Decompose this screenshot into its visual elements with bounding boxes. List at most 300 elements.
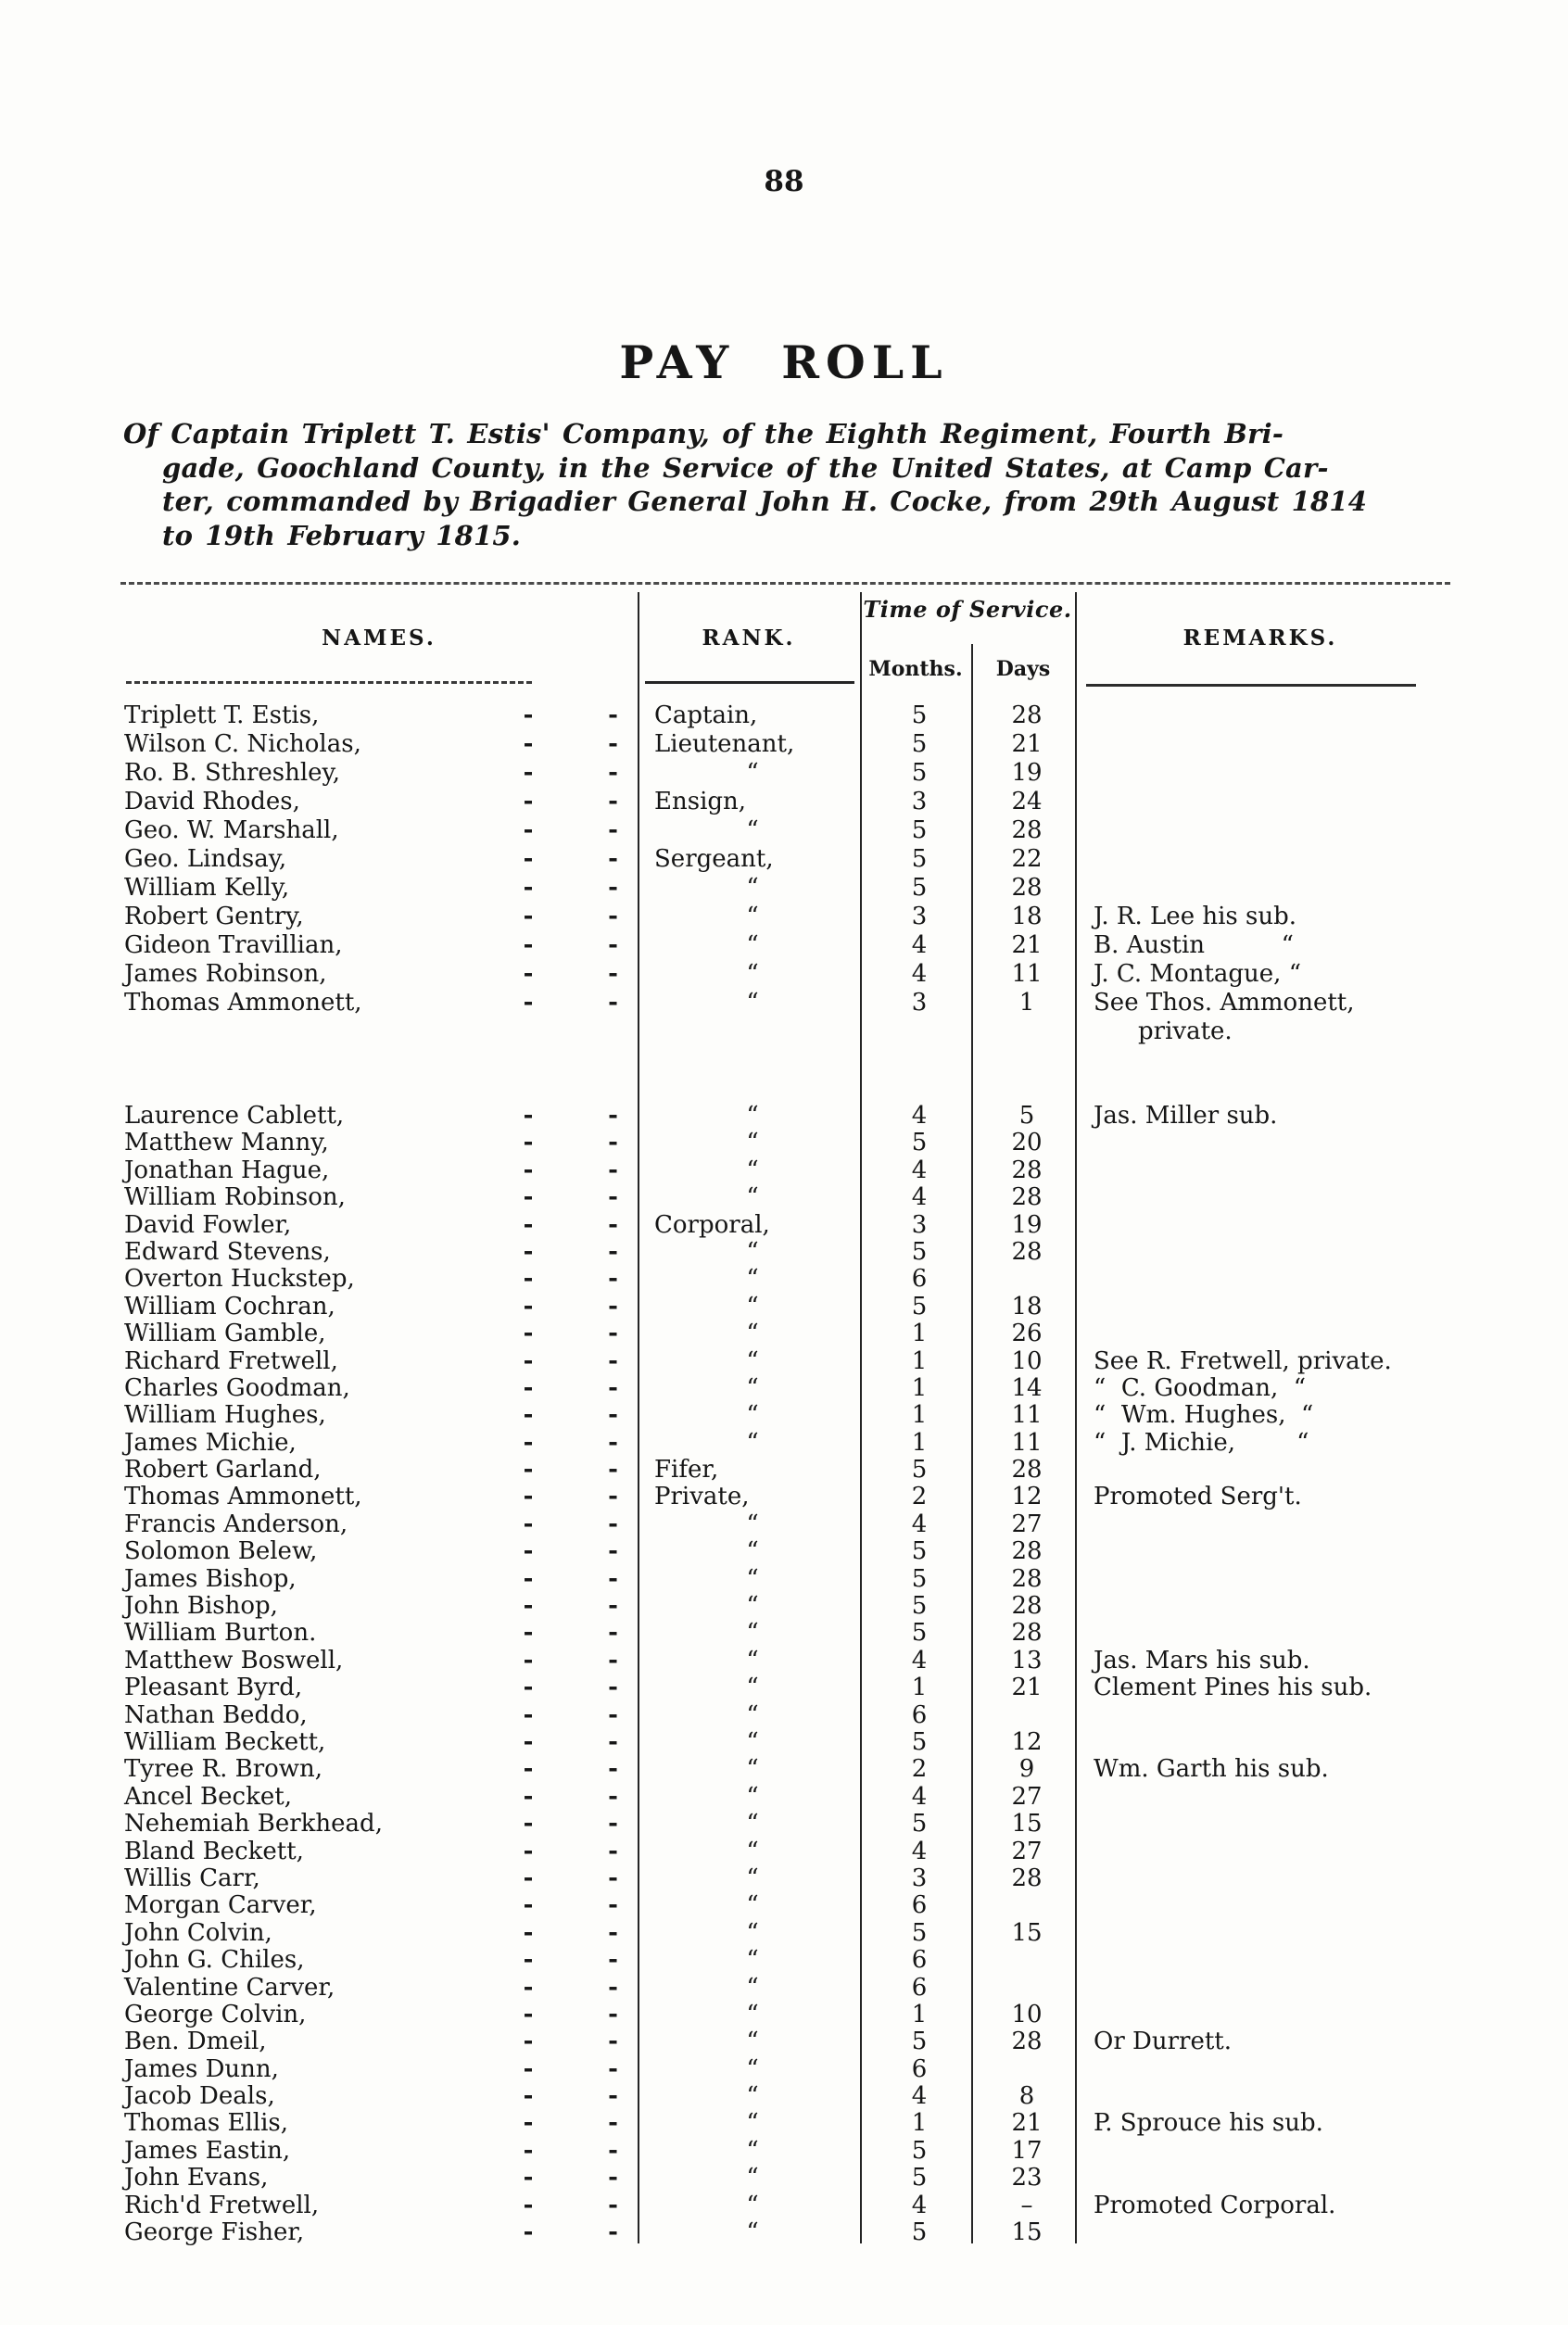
- months-cell: 5: [911, 845, 928, 873]
- months-cell: 5: [911, 1537, 928, 1566]
- months-cell: 3: [911, 788, 928, 815]
- dash-cell: -: [523, 2164, 534, 2192]
- remarks-cell: Jas. Miller sub.: [1094, 1103, 1278, 1130]
- months-cell: 4: [911, 2191, 928, 2219]
- dash-cell: -: [523, 1755, 534, 1784]
- remarks-cell: private.: [1138, 1018, 1233, 1045]
- rank-cell: “: [746, 1619, 759, 1648]
- dash-cell: -: [608, 1782, 618, 1811]
- rank-cell: Private,: [654, 1483, 750, 1511]
- name-cell: Nehemiah Berkhead,: [124, 1810, 383, 1839]
- dash-cell: -: [523, 1483, 534, 1511]
- months-cell: 1: [911, 1428, 928, 1457]
- dash-cell: -: [608, 1510, 618, 1538]
- table-row: [120, 1648, 1450, 1674]
- dash-cell: -: [523, 2218, 534, 2247]
- remarks-cell: Promoted Corporal.: [1094, 2192, 1336, 2219]
- name-cell: Pleasant Byrd,: [124, 1674, 303, 1702]
- days-cell: 10: [1011, 2000, 1043, 2028]
- dash-cell: -: [523, 1102, 534, 1130]
- dash-cell: -: [608, 1891, 618, 1920]
- months-cell: 1: [911, 2000, 928, 2028]
- rank-cell: “: [746, 1782, 759, 1811]
- dash-cell: -: [523, 1510, 534, 1538]
- days-cell: 26: [1011, 1320, 1043, 1348]
- rank-cell: “: [746, 1837, 759, 1865]
- dash-cell: -: [523, 931, 534, 959]
- days-cell: 11: [1011, 1401, 1043, 1430]
- table-row: [120, 1947, 1450, 1974]
- table-row: [120, 932, 1450, 961]
- table-row: [120, 1294, 1450, 1320]
- name-cell: William Robinson,: [124, 1183, 346, 1212]
- table-row: [120, 1593, 1450, 1620]
- days-cell: 13: [1011, 1646, 1043, 1674]
- col-header-remarks: REMARKS.: [1182, 625, 1338, 651]
- days-cell: 21: [1011, 1674, 1043, 1702]
- table-row: [120, 1239, 1450, 1266]
- days-cell: 12: [1011, 1483, 1043, 1511]
- months-cell: 2: [911, 1483, 928, 1511]
- days-cell: 28: [1011, 1156, 1043, 1184]
- days-cell: 9: [1018, 1755, 1035, 1784]
- rank-cell: “: [746, 1183, 759, 1212]
- dash-cell: -: [608, 1456, 618, 1485]
- intro-line: gade, Goochland County, in the Service of the United States, at Camp Car-: [162, 451, 1329, 484]
- dash-cell: -: [523, 701, 534, 729]
- name-cell: Laurence Cablett,: [124, 1102, 345, 1130]
- days-cell: 28: [1011, 1456, 1043, 1485]
- dash-cell: -: [608, 1973, 618, 2002]
- header-rule-names: [126, 681, 532, 684]
- months-cell: 5: [911, 1592, 928, 1621]
- dash-cell: -: [608, 1674, 618, 1702]
- rank-cell: “: [746, 1810, 759, 1839]
- name-cell: James Dunn,: [124, 2054, 279, 2083]
- days-cell: –: [1020, 2191, 1033, 2219]
- name-cell: David Fowler,: [124, 1210, 292, 1239]
- table-row: [120, 2002, 1450, 2028]
- remarks-cell: See Thos. Ammonett,: [1094, 990, 1355, 1017]
- months-cell: 6: [911, 1265, 928, 1294]
- dash-cell: -: [523, 1782, 534, 1811]
- remarks-cell: See R. Fretwell, private.: [1094, 1347, 1392, 1375]
- rank-cell: “: [746, 1592, 759, 1621]
- months-cell: 1: [911, 1373, 928, 1402]
- name-cell: James Michie,: [124, 1428, 297, 1457]
- months-cell: 4: [911, 960, 928, 988]
- days-cell: 23: [1011, 2164, 1043, 2192]
- table-row: [120, 817, 1450, 846]
- col-header-rank: RANK.: [702, 625, 796, 651]
- months-cell: 5: [911, 701, 928, 729]
- months-cell: 5: [911, 1727, 928, 1756]
- months-cell: 5: [911, 759, 928, 787]
- days-cell: 28: [1011, 1537, 1043, 1566]
- dash-cell: -: [608, 2028, 618, 2056]
- dash-cell: -: [608, 1592, 618, 1621]
- rank-cell: “: [746, 1564, 759, 1593]
- months-cell: 4: [911, 1782, 928, 1811]
- dash-cell: -: [608, 2000, 618, 2028]
- days-cell: 20: [1011, 1129, 1043, 1157]
- dash-cell: -: [608, 1619, 618, 1648]
- dash-cell: -: [608, 2218, 618, 2247]
- days-cell: 27: [1011, 1510, 1043, 1538]
- months-cell: 5: [911, 874, 928, 902]
- table-row: [120, 903, 1450, 932]
- dash-cell: -: [523, 1592, 534, 1621]
- days-cell: 1: [1018, 989, 1035, 1017]
- days-cell: 14: [1011, 1373, 1043, 1402]
- table-row: [120, 1756, 1450, 1783]
- name-cell: James Bishop,: [124, 1564, 297, 1593]
- name-cell: Richard Fretwell,: [124, 1346, 338, 1375]
- days-cell: 18: [1011, 903, 1043, 930]
- name-cell: John Colvin,: [124, 1918, 272, 1947]
- dash-cell: -: [523, 1537, 534, 1566]
- months-cell: 4: [911, 1837, 928, 1865]
- dash-cell: -: [608, 1320, 618, 1348]
- months-cell: 6: [911, 1973, 928, 2002]
- months-cell: 4: [911, 1510, 928, 1538]
- days-cell: 28: [1011, 1183, 1043, 1212]
- page-number: 88: [764, 165, 804, 198]
- dash-cell: -: [608, 1483, 618, 1511]
- table-row: [120, 1865, 1450, 1892]
- dash-cell: -: [523, 1700, 534, 1729]
- table-row: [120, 1892, 1450, 1919]
- rank-cell: Captain,: [654, 701, 758, 729]
- months-cell: 1: [911, 1674, 928, 1702]
- table-row: [120, 875, 1450, 903]
- dash-cell: -: [523, 1646, 534, 1674]
- months-cell: 2: [911, 1755, 928, 1784]
- rank-cell: “: [746, 2000, 759, 2028]
- dash-cell: -: [523, 1918, 534, 1947]
- dash-cell: -: [608, 1537, 618, 1566]
- rank-cell: “: [746, 1320, 759, 1348]
- dash-cell: -: [523, 1973, 534, 2002]
- table-row: [120, 1674, 1450, 1701]
- dash-cell: -: [523, 1129, 534, 1157]
- days-cell: 28: [1011, 816, 1043, 844]
- rank-cell: “: [746, 1292, 759, 1320]
- dash-cell: -: [523, 874, 534, 902]
- col-header-days: Days: [995, 657, 1051, 681]
- col-header-time-of-service: Time of Service.: [863, 596, 1072, 623]
- table-row: [120, 1784, 1450, 1811]
- dash-cell: -: [608, 1646, 618, 1674]
- months-cell: 5: [911, 2136, 928, 2165]
- dash-cell: -: [523, 1237, 534, 1266]
- months-cell: 1: [911, 1401, 928, 1430]
- dash-cell: -: [523, 1210, 534, 1239]
- dash-cell: -: [523, 730, 534, 758]
- intro-line: Of Captain Triplett T. Estis' Company, of the Eighth Regiment, Fourth Bri-: [123, 418, 1284, 449]
- rank-cell: “: [746, 2109, 759, 2138]
- table-row: [120, 1402, 1450, 1429]
- dash-cell: -: [523, 2082, 534, 2111]
- name-cell: William Hughes,: [124, 1401, 326, 1430]
- name-cell: Ben. Dmeil,: [124, 2028, 267, 2056]
- name-cell: John Evans,: [124, 2164, 269, 2192]
- days-cell: 27: [1011, 1782, 1043, 1811]
- rank-cell: “: [746, 1891, 759, 1920]
- name-cell: Thomas Ammonett,: [124, 989, 362, 1017]
- dash-cell: -: [608, 845, 618, 873]
- name-cell: James Robinson,: [124, 960, 327, 988]
- months-cell: 3: [911, 989, 928, 1017]
- months-cell: 5: [911, 1456, 928, 1485]
- months-cell: 5: [911, 1129, 928, 1157]
- table-row: [120, 1729, 1450, 1756]
- remarks-cell: J. C. Montague, “: [1094, 961, 1301, 988]
- remarks-cell: Clement Pines his sub.: [1094, 1674, 1372, 1702]
- table-row: [120, 2110, 1450, 2137]
- table-body: [120, 702, 1450, 2246]
- rank-cell: “: [746, 1401, 759, 1430]
- name-cell: William Kelly,: [124, 874, 290, 902]
- days-cell: 28: [1011, 1619, 1043, 1648]
- dash-cell: -: [608, 1156, 618, 1184]
- dash-cell: -: [523, 1346, 534, 1375]
- dash-cell: -: [523, 1373, 534, 1402]
- days-cell: 18: [1011, 1292, 1043, 1320]
- days-cell: 12: [1011, 1727, 1043, 1756]
- dash-cell: -: [608, 1102, 618, 1130]
- rank-cell: “: [746, 1156, 759, 1184]
- table-row: [120, 1702, 1450, 1729]
- table-row: [120, 846, 1450, 875]
- name-cell: Wilson C. Nicholas,: [124, 730, 361, 758]
- pay-roll-table: [120, 582, 1450, 2249]
- name-cell: John Bishop,: [124, 1592, 278, 1621]
- table-row: [120, 2056, 1450, 2083]
- rank-cell: “: [746, 1727, 759, 1756]
- rank-cell: “: [746, 1428, 759, 1457]
- dash-cell: -: [608, 2136, 618, 2165]
- name-cell: Tyree R. Brown,: [124, 1755, 323, 1784]
- name-cell: Geo. Lindsay,: [124, 845, 287, 873]
- dash-cell: -: [523, 1265, 534, 1294]
- page-title: PAY ROLL: [619, 335, 949, 389]
- dash-cell: -: [608, 1810, 618, 1839]
- rank-cell: “: [746, 1946, 759, 1975]
- dash-cell: -: [608, 1183, 618, 1212]
- dash-cell: -: [608, 2191, 618, 2219]
- table-row: [120, 1348, 1450, 1375]
- dash-cell: -: [523, 1183, 534, 1212]
- days-cell: 28: [1011, 1592, 1043, 1621]
- months-cell: 4: [911, 1102, 928, 1130]
- dash-cell: -: [523, 1727, 534, 1756]
- name-cell: Ancel Becket,: [124, 1782, 292, 1811]
- table-row: [120, 1566, 1450, 1593]
- rank-cell: “: [746, 989, 759, 1017]
- months-cell: 5: [911, 816, 928, 844]
- days-cell: 15: [1011, 1918, 1043, 1947]
- dash-cell: -: [523, 989, 534, 1017]
- days-cell: 27: [1011, 1837, 1043, 1865]
- days-cell: 22: [1011, 845, 1043, 873]
- remarks-cell: Jas. Mars his sub.: [1094, 1647, 1310, 1674]
- days-cell: 28: [1011, 1564, 1043, 1593]
- rank-cell: “: [746, 1265, 759, 1294]
- dash-cell: -: [523, 2000, 534, 2028]
- months-cell: 5: [911, 730, 928, 758]
- table-row: [120, 1184, 1450, 1211]
- dash-cell: -: [608, 1918, 618, 1947]
- dash-cell: -: [608, 1129, 618, 1157]
- days-cell: 8: [1018, 2082, 1035, 2111]
- table-row: [120, 789, 1450, 817]
- name-cell: Robert Garland,: [124, 1456, 322, 1485]
- dash-cell: -: [523, 1810, 534, 1839]
- dash-cell: -: [523, 903, 534, 930]
- dash-cell: -: [608, 1946, 618, 1975]
- rank-cell: “: [746, 1918, 759, 1947]
- column-divider: [860, 592, 862, 2243]
- days-cell: 11: [1011, 960, 1043, 988]
- rank-cell: “: [746, 2082, 759, 2111]
- column-divider: [638, 592, 639, 2243]
- days-cell: 10: [1011, 1346, 1043, 1375]
- remarks-cell: Or Durrett.: [1094, 2028, 1233, 2056]
- dash-cell: -: [608, 2054, 618, 2083]
- rank-cell: “: [746, 1864, 759, 1892]
- months-cell: 6: [911, 1700, 928, 1729]
- column-divider: [971, 644, 973, 2243]
- days-cell: 24: [1011, 788, 1043, 815]
- months-cell: 4: [911, 1156, 928, 1184]
- dash-cell: -: [523, 2054, 534, 2083]
- remarks-cell: B. Austin “: [1094, 932, 1294, 959]
- table-row: [120, 1484, 1450, 1510]
- days-cell: 28: [1011, 874, 1043, 902]
- months-cell: 4: [911, 2082, 928, 2111]
- rank-cell: “: [746, 1129, 759, 1157]
- name-cell: Ro. B. Sthreshley,: [124, 759, 341, 787]
- col-header-names: NAMES.: [322, 625, 436, 651]
- table-row: [120, 1811, 1450, 1838]
- days-cell: 21: [1011, 2109, 1043, 2138]
- months-cell: 5: [911, 1810, 928, 1839]
- dash-cell: -: [523, 1456, 534, 1485]
- dash-cell: -: [608, 816, 618, 844]
- rank-cell: “: [746, 960, 759, 988]
- name-cell: Nathan Beddo,: [124, 1700, 308, 1729]
- name-cell: William Beckett,: [124, 1727, 326, 1756]
- months-cell: 5: [911, 2218, 928, 2247]
- table-row: [120, 1130, 1450, 1156]
- name-cell: Thomas Ammonett,: [124, 1483, 362, 1511]
- table-row: [120, 1103, 1450, 1130]
- months-cell: 6: [911, 1946, 928, 1975]
- rank-cell: “: [746, 903, 759, 930]
- remarks-cell: “ Wm. Hughes, “: [1094, 1402, 1314, 1430]
- dash-cell: -: [523, 845, 534, 873]
- dash-cell: -: [608, 874, 618, 902]
- dash-cell: -: [523, 2028, 534, 2056]
- dash-cell: -: [608, 1428, 618, 1457]
- table-row: [120, 1920, 1450, 1947]
- months-cell: 4: [911, 1646, 928, 1674]
- months-cell: 5: [911, 1918, 928, 1947]
- days-cell: 28: [1011, 1864, 1043, 1892]
- rank-cell: “: [746, 759, 759, 787]
- table-row: [120, 1457, 1450, 1484]
- months-cell: 5: [911, 1292, 928, 1320]
- intro-paragraph: [123, 417, 1495, 552]
- rank-cell: “: [746, 874, 759, 902]
- table-row: [120, 1975, 1450, 2002]
- days-cell: 15: [1011, 2218, 1043, 2247]
- table-row: [120, 2028, 1450, 2055]
- name-cell: Triplett T. Estis,: [124, 701, 320, 729]
- rank-cell: “: [746, 2136, 759, 2165]
- days-cell: 28: [1011, 701, 1043, 729]
- table-row-continuation: [120, 1018, 1450, 1047]
- dash-cell: -: [523, 1401, 534, 1430]
- name-cell: Edward Stevens,: [124, 1237, 331, 1266]
- dash-cell: -: [523, 1864, 534, 1892]
- dash-cell: -: [523, 2109, 534, 2138]
- column-divider: [1075, 592, 1077, 2243]
- rank-cell: Ensign,: [654, 788, 747, 815]
- table-row: [120, 1266, 1450, 1293]
- name-cell: Bland Beckett,: [124, 1837, 304, 1865]
- dash-cell: -: [608, 931, 618, 959]
- rank-cell: “: [746, 1373, 759, 1402]
- name-cell: George Fisher,: [124, 2218, 305, 2247]
- months-cell: 5: [911, 1564, 928, 1593]
- table-row: [120, 1375, 1450, 1402]
- months-cell: 6: [911, 1891, 928, 1920]
- dash-cell: -: [608, 960, 618, 988]
- name-cell: Robert Gentry,: [124, 903, 304, 930]
- rank-cell: “: [746, 2218, 759, 2247]
- rank-cell: “: [746, 816, 759, 844]
- name-cell: William Gamble,: [124, 1320, 326, 1348]
- dash-cell: -: [523, 1320, 534, 1348]
- name-cell: Matthew Manny,: [124, 1129, 329, 1157]
- name-cell: Geo. W. Marshall,: [124, 816, 339, 844]
- name-cell: James Eastin,: [124, 2136, 291, 2165]
- rank-cell: “: [746, 1755, 759, 1784]
- dash-cell: -: [608, 759, 618, 787]
- days-cell: 5: [1018, 1102, 1035, 1130]
- rank-cell: Lieutenant,: [654, 730, 795, 758]
- months-cell: 6: [911, 2054, 928, 2083]
- months-cell: 5: [911, 2164, 928, 2192]
- dash-cell: -: [608, 1755, 618, 1784]
- dash-cell: -: [523, 788, 534, 815]
- rank-cell: “: [746, 1646, 759, 1674]
- dash-cell: -: [523, 1837, 534, 1865]
- remarks-cell: P. Sprouce his sub.: [1094, 2110, 1323, 2138]
- table-row: [120, 1430, 1450, 1457]
- days-cell: 28: [1011, 1237, 1043, 1266]
- months-cell: 4: [911, 1183, 928, 1212]
- rank-cell: “: [746, 1237, 759, 1266]
- name-cell: Willis Carr,: [124, 1864, 260, 1892]
- name-cell: Overton Huckstep,: [124, 1265, 355, 1294]
- name-cell: George Colvin,: [124, 2000, 307, 2028]
- remarks-cell: “ C. Goodman, “: [1094, 1374, 1307, 1402]
- rank-cell: Fifer,: [654, 1456, 719, 1485]
- days-cell: 15: [1011, 1810, 1043, 1839]
